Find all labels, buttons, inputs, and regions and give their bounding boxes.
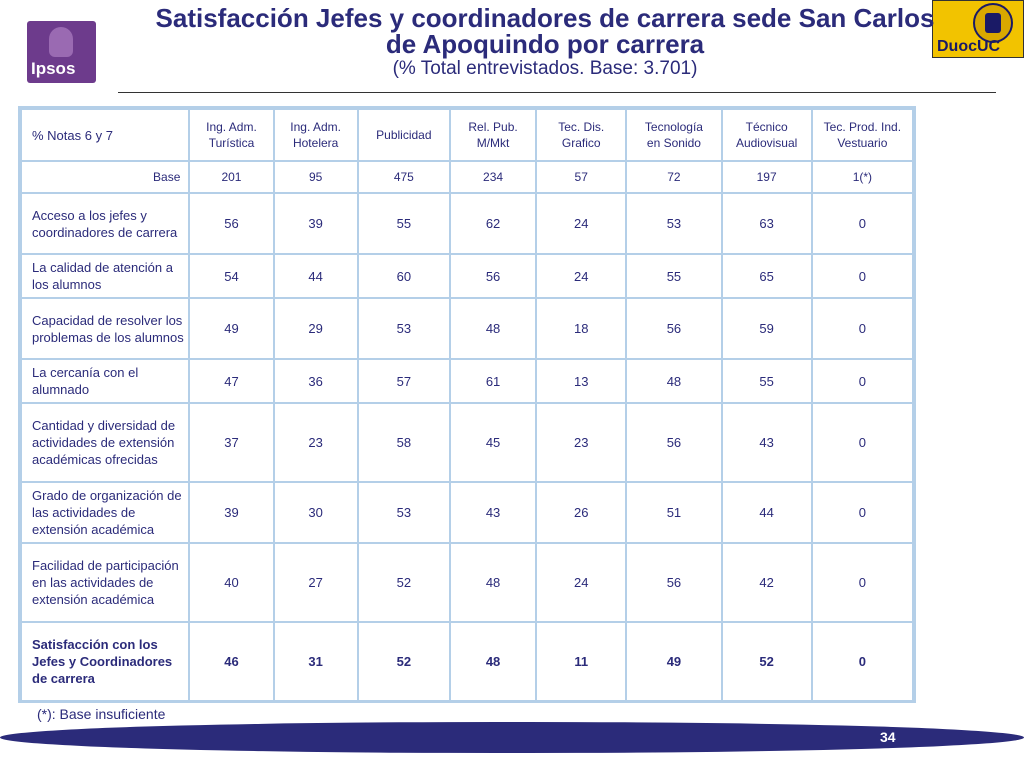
- table-cell: 65: [722, 254, 812, 298]
- table-cell: 29: [274, 298, 358, 359]
- table-cell: 63: [722, 193, 812, 254]
- table-cell: 0: [812, 622, 913, 701]
- row-label: La cercanía con el alumnado: [21, 359, 189, 403]
- column-header: Tecnología en Sonido: [626, 109, 721, 161]
- table-cell: 18: [536, 298, 626, 359]
- table-cell: 60: [358, 254, 450, 298]
- row-label: Cantidad y diversidad de actividades de extensión académicas ofrecidas: [21, 403, 189, 482]
- table-cell: 52: [358, 543, 450, 622]
- table-cell: 58: [358, 403, 450, 482]
- table-cell: 52: [722, 622, 812, 701]
- table-cell: 43: [722, 403, 812, 482]
- base-label: Base: [21, 161, 189, 193]
- row-label: Satisfacción con los Jefes y Coordinadores de carrera: [21, 622, 189, 701]
- table-cell: 0: [812, 543, 913, 622]
- table-cell: 39: [274, 193, 358, 254]
- table-cell: 54: [189, 254, 273, 298]
- column-header: Publicidad: [358, 109, 450, 161]
- table-cell: 40: [189, 543, 273, 622]
- table-cell: 53: [358, 482, 450, 543]
- base-cell: 201: [189, 161, 273, 193]
- row-label: Capacidad de resolver los problemas de los alumnos: [21, 298, 189, 359]
- table-cell: 23: [536, 403, 626, 482]
- table-cell: 0: [812, 403, 913, 482]
- ipsos-logo: [27, 21, 96, 83]
- table-cell: 53: [626, 193, 721, 254]
- table-cell: 47: [189, 359, 273, 403]
- table-cell: 43: [450, 482, 536, 543]
- table-cell: 0: [812, 193, 913, 254]
- row-label: Grado de organización de las actividades de extensión académica: [21, 482, 189, 543]
- table-cell: 49: [189, 298, 273, 359]
- table-cell: 24: [536, 543, 626, 622]
- results-table: [18, 106, 916, 703]
- table-cell: 48: [450, 298, 536, 359]
- row-label: Acceso a los jefes y coordinadores de carrera: [21, 193, 189, 254]
- base-row: [21, 161, 913, 193]
- base-cell: 197: [722, 161, 812, 193]
- duoc-seal-icon: [973, 3, 1013, 43]
- table-cell: 52: [358, 622, 450, 701]
- row-label: La calidad de atención a los alumnos: [21, 254, 189, 298]
- table-cell: 55: [358, 193, 450, 254]
- table-cell: 24: [536, 254, 626, 298]
- summary-row: [21, 622, 913, 701]
- table-cell: 48: [450, 622, 536, 701]
- table-row: [21, 359, 913, 403]
- footnote: (*): Base insuficiente: [37, 706, 166, 722]
- table-cell: 53: [358, 298, 450, 359]
- table-cell: 23: [274, 403, 358, 482]
- base-cell: 475: [358, 161, 450, 193]
- table-row: [21, 254, 913, 298]
- table-cell: 55: [626, 254, 721, 298]
- page-number: 34: [880, 729, 896, 745]
- table-cell: 44: [274, 254, 358, 298]
- table-cell: 59: [722, 298, 812, 359]
- table-cell: 56: [189, 193, 273, 254]
- base-cell: 234: [450, 161, 536, 193]
- table-cell: 0: [812, 254, 913, 298]
- table-cell: 51: [626, 482, 721, 543]
- table-cell: 56: [450, 254, 536, 298]
- table-cell: 56: [626, 543, 721, 622]
- table-cell: 57: [358, 359, 450, 403]
- column-header: Tec. Prod. Ind. Vestuario: [812, 109, 913, 161]
- table-cell: 46: [189, 622, 273, 701]
- column-header: Tec. Dis. Grafico: [536, 109, 626, 161]
- duoc-logo-text: DuocUC: [937, 38, 1001, 55]
- table-cell: 39: [189, 482, 273, 543]
- base-cell: 57: [536, 161, 626, 193]
- footer-band: [0, 722, 1024, 753]
- title-divider: [118, 92, 996, 93]
- page-subtitle: (% Total entrevistados. Base: 3.701): [392, 58, 698, 79]
- column-header: Ing. Adm. Turística: [189, 109, 273, 161]
- table-cell: 26: [536, 482, 626, 543]
- row-label: Facilidad de participación en las actividades de extensión académica: [21, 543, 189, 622]
- table-cell: 61: [450, 359, 536, 403]
- column-header: Ing. Adm. Hotelera: [274, 109, 358, 161]
- ipsos-head-icon: [49, 27, 73, 57]
- table-cell: 30: [274, 482, 358, 543]
- table-cell: 45: [450, 403, 536, 482]
- table-cell: 11: [536, 622, 626, 701]
- table-cell: 42: [722, 543, 812, 622]
- table-cell: 56: [626, 298, 721, 359]
- table-cell: 37: [189, 403, 273, 482]
- table-cell: 13: [536, 359, 626, 403]
- table-cell: 36: [274, 359, 358, 403]
- table-row: [21, 482, 913, 543]
- table-cell: 48: [450, 543, 536, 622]
- table-cell: 44: [722, 482, 812, 543]
- column-header: Técnico Audiovisual: [722, 109, 812, 161]
- table-cell: 48: [626, 359, 721, 403]
- table-cell: 0: [812, 298, 913, 359]
- table-row: [21, 298, 913, 359]
- table-cell: 0: [812, 359, 913, 403]
- table-cell: 0: [812, 482, 913, 543]
- base-cell: 72: [626, 161, 721, 193]
- table-cell: 55: [722, 359, 812, 403]
- table-cell: 56: [626, 403, 721, 482]
- table-header-row: [21, 109, 913, 161]
- column-header: Rel. Pub. M/Mkt: [450, 109, 536, 161]
- table-row: [21, 543, 913, 622]
- table-row: [21, 403, 913, 482]
- duoc-logo: [932, 0, 1024, 58]
- ipsos-logo-text: Ipsos: [31, 59, 76, 78]
- table-row: [21, 193, 913, 254]
- table-cell: 31: [274, 622, 358, 701]
- base-cell: 1(*): [812, 161, 913, 193]
- corner-label: % Notas 6 y 7: [21, 109, 189, 161]
- table-cell: 62: [450, 193, 536, 254]
- table-cell: 24: [536, 193, 626, 254]
- table-cell: 27: [274, 543, 358, 622]
- page-title: Satisfacción Jefes y coordinadores de carrera sede San Carlos de Apoquindo por carrera: [155, 3, 935, 59]
- table-cell: 49: [626, 622, 721, 701]
- base-cell: 95: [274, 161, 358, 193]
